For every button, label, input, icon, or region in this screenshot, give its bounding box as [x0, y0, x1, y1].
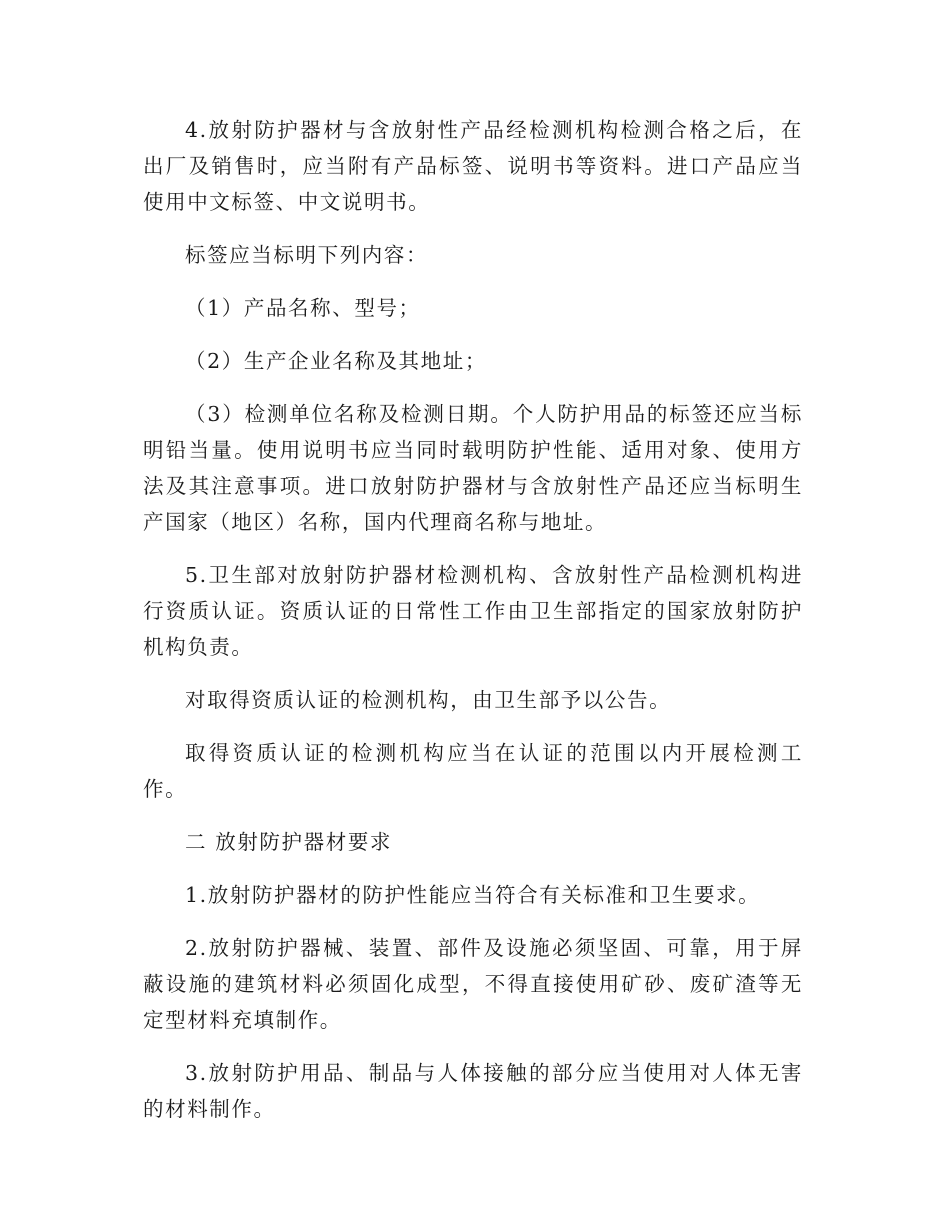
section-heading-2: 二 放射防护器材要求	[185, 830, 393, 854]
paragraph-requirement-1: 1.放射防护器材的防护性能应当符合有关标准和卫生要求。	[185, 883, 761, 907]
paragraph-requirement-3: 3.放射防护用品、制品与人体接触的部分应当使用对人体无害的材料制作。	[143, 1061, 803, 1121]
paragraph-list-item-2: （2）生产企业名称及其地址；	[185, 349, 487, 373]
document-body	[143, 112, 803, 1144]
paragraph-list-item-1: （1）产品名称、型号；	[185, 296, 421, 320]
paragraph-item-4-labeling: 4.放射防护器材与含放射性产品经检测机构检测合格之后，在出厂及销售时，应当附有产品标签、说明书等资料。进口产品应当使用中文标签、中文说明书。	[143, 118, 803, 214]
paragraph-label-content-intro: 标签应当标明下列内容：	[185, 243, 429, 267]
paragraph-requirement-2: 2.放射防护器械、装置、部件及设施必须坚固、可靠，用于屏蔽设施的建筑材料必须固化成型，不得直接使用矿砂、废矿渣等无定型材料充填制作。	[143, 936, 803, 1032]
paragraph-scope: 取得资质认证的检测机构应当在认证的范围以内开展检测工作。	[143, 741, 803, 801]
paragraph-list-item-3: （3）检测单位名称及检测日期。个人防护用品的标签还应当标明铅当量。使用说明书应当同时载明防护性能、适用对象、使用方法及其注意事项。进口放射防护器材与含放射性产品还应当标明生产国家（地区）名称，国内代理商名称与地址。	[143, 402, 803, 534]
paragraph-announcement: 对取得资质认证的检测机构，由卫生部予以公告。	[185, 688, 672, 712]
paragraph-item-5-certification: 5.卫生部对放射防护器材检测机构、含放射性产品检测机构进行资质认证。资质认证的日常性工作由卫生部指定的国家放射防护机构负责。	[143, 563, 803, 659]
